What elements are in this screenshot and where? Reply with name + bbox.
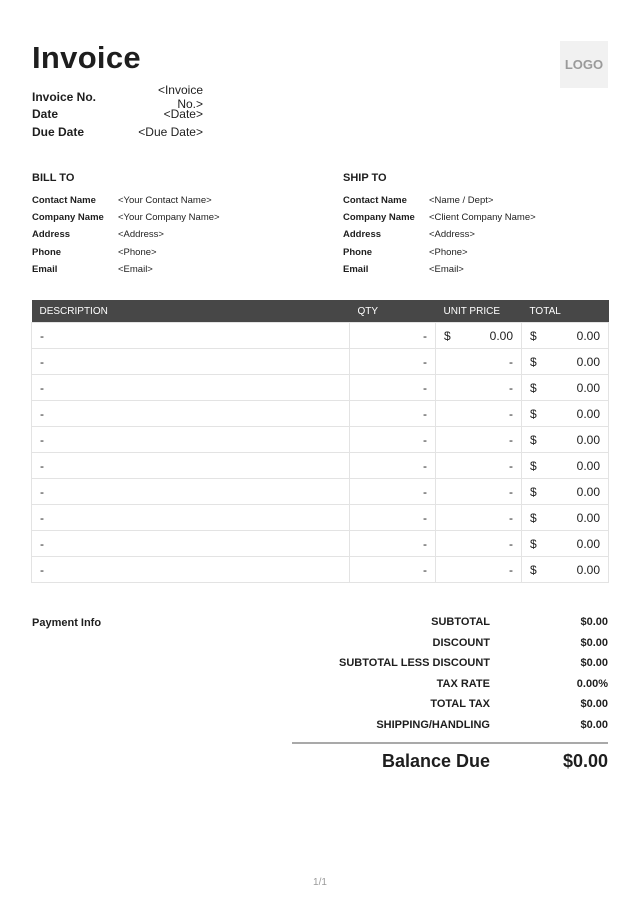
bill-to-contact-value: <Your Contact Name>	[118, 195, 212, 207]
line-item-qty: -	[350, 557, 436, 583]
ship-to-company-value: <Client Company Name>	[429, 212, 536, 224]
line-item-row	[32, 427, 609, 453]
line-item-row	[32, 505, 609, 531]
line-item-row	[32, 375, 609, 401]
ship-to-phone-value: <Phone>	[429, 246, 468, 258]
currency-symbol: $	[530, 562, 537, 577]
unit-price-header: UNIT PRICE	[436, 300, 522, 323]
ship-to-address-value: <Address>	[429, 229, 475, 241]
ship-to-address-row	[343, 226, 633, 243]
ship-to-contact-value: <Name / Dept>	[429, 195, 494, 207]
description-header: DESCRIPTION	[32, 300, 350, 323]
line-item-total	[522, 427, 609, 453]
totals-divider	[292, 742, 608, 744]
currency-symbol: $	[530, 536, 537, 551]
total-amount: 0.00	[576, 432, 600, 447]
ship-to-company-label: Company Name	[343, 212, 415, 224]
total-amount: 0.00	[576, 536, 600, 551]
due-date-value: <Due Date>	[138, 124, 203, 139]
line-items-table	[31, 300, 609, 583]
ship-to-section	[343, 172, 633, 278]
subtotal-row	[292, 612, 608, 633]
line-item-qty: -	[350, 349, 436, 375]
line-item-qty: -	[350, 479, 436, 505]
line-item-qty: -	[350, 427, 436, 453]
line-item-total	[522, 401, 609, 427]
tax-rate-row	[292, 674, 608, 695]
line-item-row	[32, 349, 609, 375]
line-item-total	[522, 375, 609, 401]
line-item-unit-price: -	[436, 531, 522, 557]
invoice-number-label: Invoice No.	[32, 89, 97, 104]
line-item-unit-price: -	[436, 557, 522, 583]
total-amount: 0.00	[576, 562, 600, 577]
total-amount: 0.00	[576, 406, 600, 421]
line-item-qty: -	[350, 505, 436, 531]
ship-to-email-value: <Email>	[429, 263, 464, 275]
line-item-total	[522, 349, 609, 375]
total-tax-value: $0.00	[580, 698, 608, 711]
total-amount: 0.00	[576, 380, 600, 395]
balance-due-label: Balance Due	[381, 751, 490, 771]
line-item-description: -	[32, 349, 350, 375]
discount-label: DISCOUNT	[432, 636, 490, 649]
ship-to-phone-label: Phone	[343, 246, 373, 258]
total-amount: 0.00	[576, 510, 600, 525]
line-item-total	[522, 453, 609, 479]
bill-to-contact-label: Contact Name	[32, 195, 96, 207]
bill-to-section	[32, 172, 322, 278]
line-item-row	[32, 323, 609, 349]
ship-to-company-row	[343, 209, 633, 226]
line-item-row	[32, 557, 609, 583]
line-item-unit-price: -	[436, 349, 522, 375]
subtotal-value: $0.00	[580, 616, 608, 629]
total-tax-label: TOTAL TAX	[430, 698, 490, 711]
page-number: 1/1	[313, 877, 327, 888]
ship-to-phone-row	[343, 244, 633, 261]
bill-to-phone-row	[32, 244, 322, 261]
line-item-description: -	[32, 323, 350, 349]
line-item-description: -	[32, 453, 350, 479]
total-amount: 0.00	[576, 354, 600, 369]
shipping-handling-label: SHIPPING/HANDLING	[376, 718, 490, 731]
invoice-number-row	[32, 82, 203, 111]
total-amount: 0.00	[576, 484, 600, 499]
total-amount: 0.00	[576, 458, 600, 473]
subtotal-less-discount-label: SUBTOTAL LESS DISCOUNT	[339, 657, 490, 670]
date-row	[32, 106, 203, 124]
bill-to-company-row	[32, 209, 322, 226]
line-item-qty: -	[350, 531, 436, 557]
due-date-label: Due Date	[32, 124, 85, 139]
line-item-unit-price: -	[436, 453, 522, 479]
line-item-description: -	[32, 479, 350, 505]
subtotal-less-discount-row	[292, 653, 608, 674]
currency-symbol: $	[444, 328, 451, 343]
ship-to-contact-row	[343, 192, 633, 209]
balance-due-row	[292, 751, 608, 772]
line-item-description: -	[32, 427, 350, 453]
line-item-qty: -	[350, 401, 436, 427]
currency-symbol: $	[530, 328, 537, 343]
tax-rate-label: TAX RATE	[436, 677, 490, 690]
subtotal-less-discount-value: $0.00	[580, 657, 608, 670]
ship-to-contact-label: Contact Name	[343, 195, 407, 207]
line-item-description: -	[32, 401, 350, 427]
line-items-body	[32, 323, 609, 583]
line-item-qty: -	[350, 323, 436, 349]
line-items-header-row	[32, 300, 609, 323]
shipping-handling-row	[292, 715, 608, 736]
line-item-unit-price: -	[436, 375, 522, 401]
discount-value: $0.00	[580, 636, 608, 649]
totals-section	[292, 612, 608, 735]
line-item-description: -	[32, 531, 350, 557]
bill-to-company-value: <Your Company Name>	[118, 212, 220, 224]
bill-to-contact-row	[32, 192, 322, 209]
total-amount: 0.00	[576, 328, 600, 343]
bill-to-address-value: <Address>	[118, 229, 164, 241]
total-tax-row	[292, 694, 608, 715]
bill-to-title: BILL TO	[32, 172, 75, 184]
discount-row	[292, 633, 608, 654]
line-item-unit-price: -	[436, 505, 522, 531]
date-value: <Date>	[163, 107, 203, 122]
invoice-meta	[32, 82, 203, 141]
line-item-total	[522, 557, 609, 583]
line-item-total	[522, 323, 609, 349]
qty-header: QTY	[350, 300, 436, 323]
bill-to-phone-value: <Phone>	[118, 246, 157, 258]
line-item-total	[522, 531, 609, 557]
ship-to-email-label: Email	[343, 263, 369, 275]
line-item-unit-price	[436, 323, 522, 349]
line-item-qty: -	[350, 375, 436, 401]
line-item-description: -	[32, 375, 350, 401]
line-item-description: -	[32, 505, 350, 531]
due-date-row	[32, 123, 203, 141]
currency-symbol: $	[530, 380, 537, 395]
balance-due-value: $0.00	[562, 751, 608, 771]
total-header: TOTAL	[522, 300, 609, 323]
bill-to-address-label: Address	[32, 229, 71, 241]
currency-symbol: $	[530, 458, 537, 473]
line-item-unit-price: -	[436, 479, 522, 505]
line-item-row	[32, 479, 609, 505]
shipping-handling-value: $0.00	[580, 718, 608, 731]
bill-to-email-value: <Email>	[118, 263, 153, 275]
currency-symbol: $	[530, 432, 537, 447]
line-item-qty: -	[350, 453, 436, 479]
ship-to-title: SHIP TO	[343, 172, 387, 184]
line-item-row	[32, 531, 609, 557]
subtotal-label: SUBTOTAL	[431, 616, 490, 629]
line-item-total	[522, 505, 609, 531]
currency-symbol: $	[530, 510, 537, 525]
tax-rate-value: 0.00%	[576, 677, 608, 690]
line-item-total	[522, 479, 609, 505]
ship-to-email-row	[343, 261, 633, 278]
line-item-description: -	[32, 557, 350, 583]
invoice-title: Invoice	[32, 40, 141, 75]
logo-placeholder: LOGO	[560, 41, 608, 88]
date-label: Date	[32, 107, 59, 122]
bill-to-email-label: Email	[32, 263, 58, 275]
ship-to-address-label: Address	[343, 229, 382, 241]
currency-symbol: $	[530, 406, 537, 421]
line-item-unit-price: -	[436, 401, 522, 427]
bill-to-address-row	[32, 226, 322, 243]
line-item-unit-price: -	[436, 427, 522, 453]
line-item-row	[32, 401, 609, 427]
bill-to-email-row	[32, 261, 322, 278]
bill-to-phone-label: Phone	[32, 246, 62, 258]
currency-symbol: $	[530, 484, 537, 499]
currency-symbol: $	[530, 354, 537, 369]
bill-to-company-label: Company Name	[32, 212, 104, 224]
invoice-number-value: <Invoice No.>	[157, 82, 203, 111]
payment-info-label: Payment Info	[32, 617, 102, 629]
line-item-row	[32, 453, 609, 479]
unit-price-amount: 0.00	[489, 328, 513, 343]
